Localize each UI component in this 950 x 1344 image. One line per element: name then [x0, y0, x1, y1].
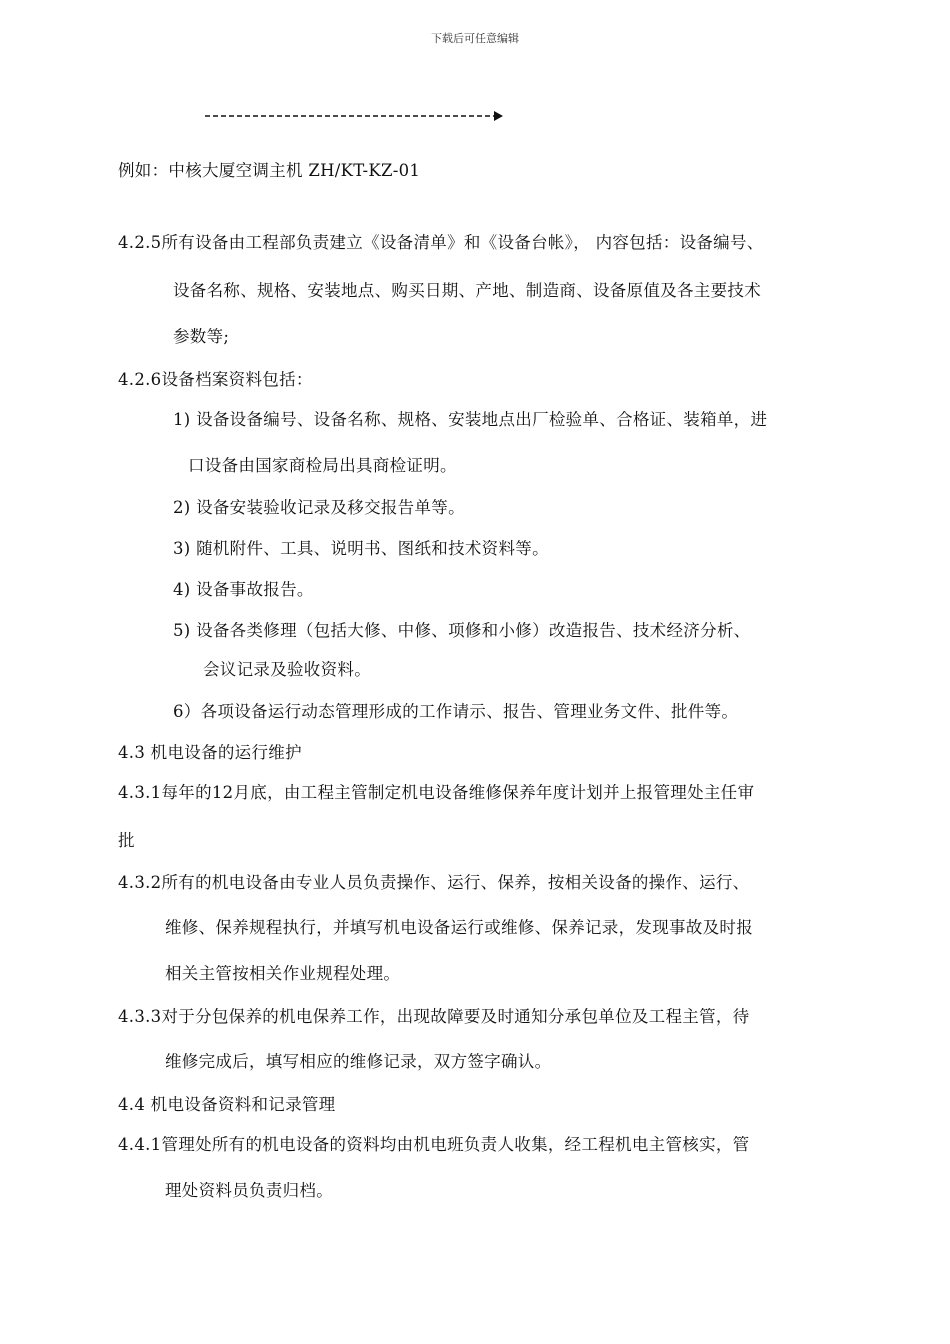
section-4-4-1: 4.4.1管理处所有的机电设备的资料均由机电班负责人收集，经工程机电主管核实，管: [118, 1135, 750, 1154]
dashed-arrow: [205, 110, 503, 122]
section-4-2-5: 4.2.5所有设备由工程部负责建立《设备清单》和《设备台帐》， 内容包括：设备编号、: [118, 233, 764, 252]
list-item-5: 5) 设备各类修理（包括大修、中修、项修和小修）改造报告、技术经济分析、: [173, 621, 751, 640]
section-4-4-1-cont: 理处资料员负责归档。: [165, 1181, 333, 1200]
section-4-2-5-cont: 设备名称、规格、安装地点、购买日期、产地、制造商、设备原值及各主要技术: [173, 281, 761, 300]
list-item-2: 2) 设备安装验收记录及移交报告单等。: [173, 498, 465, 517]
section-4-3-1-cont: 批: [118, 831, 135, 850]
list-item-1-cont: 口设备由国家商检局出具商检证明。: [188, 456, 457, 475]
header-note: 下载后可任意编辑: [431, 32, 519, 45]
section-4-3-2-cont: 相关主管按相关作业规程处理。: [165, 964, 401, 983]
section-4-3-2: 4.3.2所有的机电设备由专业人员负责操作、运行、保养，按相关设备的操作、运行、: [118, 873, 750, 892]
list-item-4: 4) 设备事故报告。: [173, 580, 314, 599]
list-item-1: 1) 设备设备编号、设备名称、规格、安装地点出厂检验单、合格证、装箱单，进: [173, 410, 768, 429]
section-4-3-3-cont: 维修完成后，填写相应的维修记录，双方签字确认。: [165, 1052, 552, 1071]
section-4-3-2-cont: 维修、保养规程执行，并填写机电设备运行或维修、保养记录，发现事故及时报: [165, 918, 753, 937]
list-item-3: 3) 随机附件、工具、说明书、图纸和技术资料等。: [173, 539, 549, 558]
section-4-3-3: 4.3.3对于分包保养的机电保养工作，出现故障要及时通知分承包单位及工程主管，待: [118, 1007, 750, 1026]
list-item-6: 6）各项设备运行动态管理形成的工作请示、报告、管理业务文件、批件等。: [173, 702, 739, 721]
section-4-2-6: 4.2.6设备档案资料包括：: [118, 370, 313, 389]
section-4-2-5-cont: 参数等;: [173, 327, 230, 346]
section-4-3-1: 4.3.1每年的12月底，由工程主管制定机电设备维修保养年度计划并上报管理处主任审: [118, 783, 755, 802]
example-line: 例如：中核大厦空调主机 ZH/KT-KZ-01: [118, 161, 421, 180]
section-4-4-heading: 4.4 机电设备资料和记录管理: [118, 1095, 336, 1114]
section-4-3-heading: 4.3 机电设备的运行维护: [118, 743, 302, 762]
list-item-5-cont: 会议记录及验收资料。: [203, 660, 371, 679]
